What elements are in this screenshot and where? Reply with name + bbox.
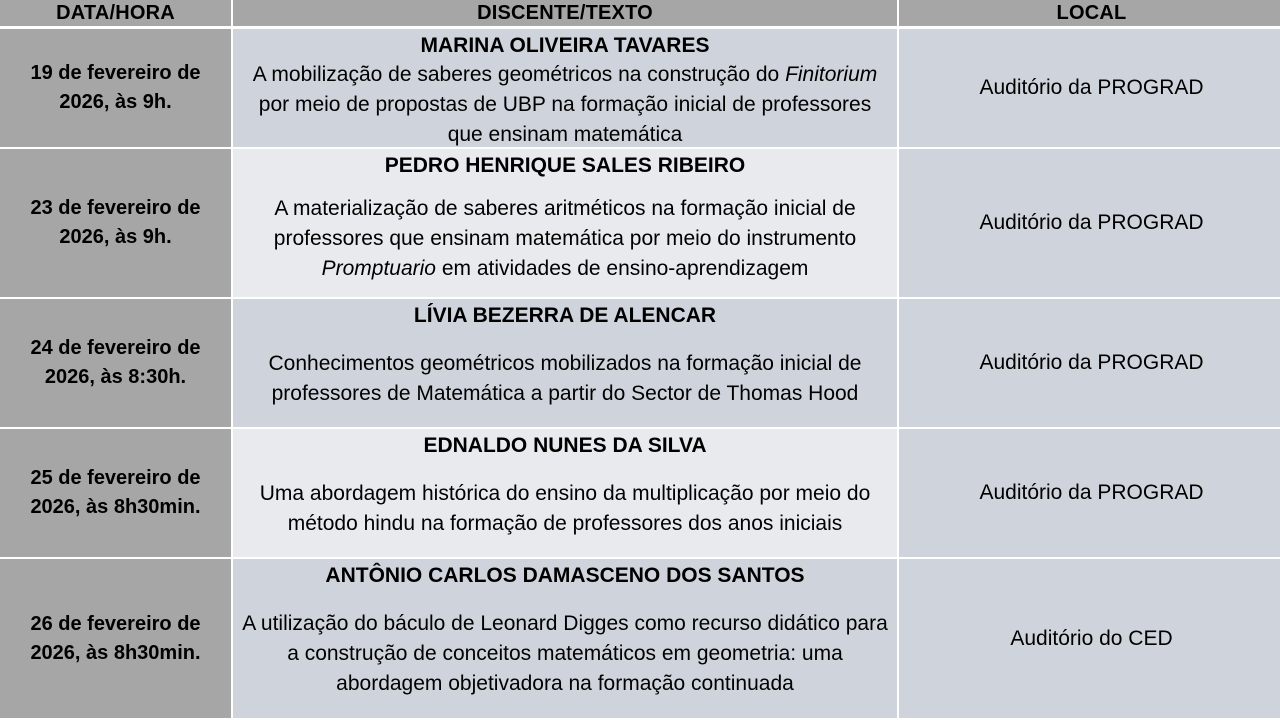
header-date: DATA/HORA <box>0 0 231 29</box>
row-3-local: Auditório da PROGRAD <box>979 351 1204 374</box>
row-1-title-part-2: por meio de propostas de UBP na formação inicial de professores que ensinam matemática <box>258 93 872 146</box>
row-2-thesis-title <box>239 180 891 297</box>
row-3-student-name: LÍVIA BEZERRA DE ALENCAR <box>413 304 717 327</box>
row-2-local: Auditório da PROGRAD <box>979 211 1204 234</box>
row-1-title-part-1: A mobilização de saberes geométricos na construção do <box>252 63 786 86</box>
row-1-date-cell <box>0 29 231 149</box>
row-1-thesis-title <box>239 60 891 150</box>
row-2-student-cell <box>233 149 897 299</box>
row-1-student-name: MARINA OLIVEIRA TAVARES <box>420 34 710 57</box>
row-2-date: 23 de fevereiro de 2026, às 9h. <box>30 197 201 248</box>
row-4-local-cell <box>899 429 1280 559</box>
row-5-thesis-title <box>239 590 891 718</box>
row-5-title-text: A utilização do báculo de Leonard Digges como recurso didático para a construção de conceitos matemáticos em geometria: uma abordagem objetivadora na formação continuada <box>242 612 888 695</box>
row-1-date: 19 de fevereiro de 2026, às 9h. <box>30 62 201 113</box>
row-3-student-cell <box>233 299 897 429</box>
row-2-title-part-2: em atividades de ensino-aprendizagem <box>435 256 809 280</box>
row-5-date-cell <box>0 559 231 720</box>
row-3-title-text: Conhecimentos geométricos mobilizados na formação inicial de professores de Matemática a partir do Sector de Thomas Hood <box>268 351 862 405</box>
row-4-thesis-title <box>239 460 891 557</box>
row-4-student-name: EDNALDO NUNES DA SILVA <box>423 434 707 457</box>
row-4-date: 25 de fevereiro de 2026, às 8h30min. <box>30 467 201 518</box>
row-1-student-cell <box>233 29 897 149</box>
row-2-student-name: PEDRO HENRIQUE SALES RIBEIRO <box>384 154 746 177</box>
header-local: LOCAL <box>899 0 1280 29</box>
row-3-thesis-title <box>239 330 891 427</box>
row-1-local: Auditório da PROGRAD <box>979 76 1204 99</box>
row-2-local-cell <box>899 149 1280 299</box>
row-3-local-cell <box>899 299 1280 429</box>
row-1-title-italic: Finitorium <box>785 63 878 86</box>
row-5-student-cell <box>233 559 897 720</box>
row-5-local: Auditório do CED <box>1010 626 1173 650</box>
row-5-date: 26 de fevereiro de 2026, às 8h30min. <box>30 612 201 664</box>
row-1-local-cell <box>899 29 1280 149</box>
row-2-title-part-1: A materialização de saberes aritméticos na formação inicial de professores que ensinam matemática por meio do instrumento <box>273 196 857 250</box>
row-4-title-text: Uma abordagem histórica do ensino da multiplicação por meio do método hindu na formação de professores dos anos iniciais <box>259 481 871 535</box>
row-5-student-name: ANTÔNIO CARLOS DAMASCENO DOS SANTOS <box>325 564 805 587</box>
row-5-local-cell <box>899 559 1280 720</box>
row-4-local: Auditório da PROGRAD <box>979 481 1204 504</box>
header-student-text: DISCENTE/TEXTO <box>233 0 897 29</box>
row-3-date: 24 de fevereiro de 2026, às 8:30h. <box>30 337 201 388</box>
row-3-date-cell <box>0 299 231 429</box>
row-2-date-cell <box>0 149 231 299</box>
row-4-date-cell <box>0 429 231 559</box>
row-4-student-cell <box>233 429 897 559</box>
row-2-title-italic: Promptuario <box>321 256 436 280</box>
